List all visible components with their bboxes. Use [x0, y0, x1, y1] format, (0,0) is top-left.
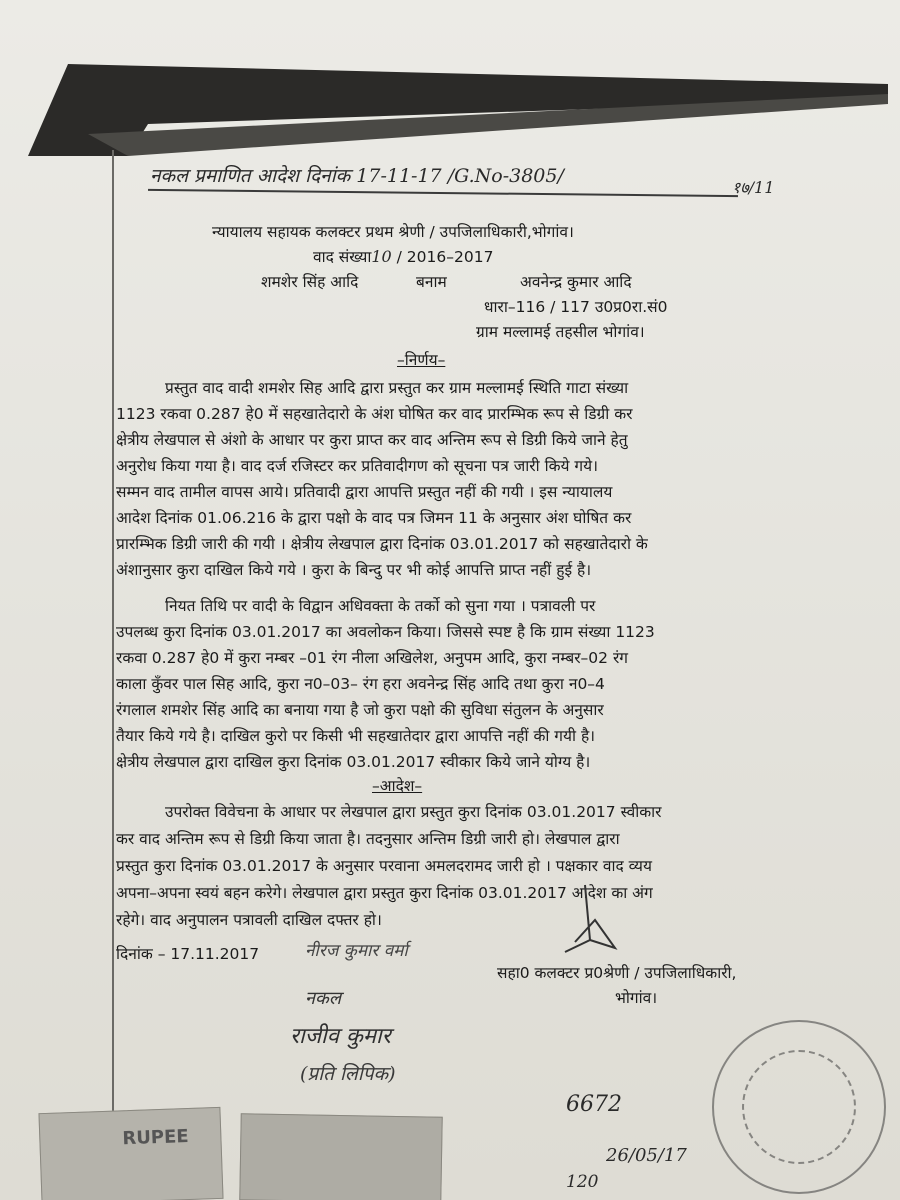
- judgment-line: उपलब्ध कुरा दिनांक 03.01.2017 का अवलोकन किया। जिससे स्पष्ट है कि ग्राम संख्या 1123: [116, 623, 655, 641]
- stamp-word: RUPEE: [122, 1125, 189, 1150]
- designation-line-2: भोगांव।: [615, 989, 658, 1007]
- judgment-line: प्रस्तुत वाद वादी शमशेर सिह आदि द्वारा प्रस्तुत कर ग्राम मल्लामई स्थिति गाटा संख्या: [165, 379, 629, 397]
- left-margin-line: [112, 150, 114, 1190]
- order-heading: –आदेश–: [372, 777, 423, 795]
- judgment-line: अंशानुसार कुरा दाखिल किये गये । कुरा के बिन्दु पर भी कोई आपत्ति प्राप्त नहीं हुई है।: [116, 561, 592, 579]
- handwritten-header: [150, 162, 564, 188]
- copy-note: नकल: [305, 988, 342, 1009]
- order-date: दिनांक – 17.11.2017: [116, 945, 260, 963]
- handwritten-gr-no: /G.No-3805/: [447, 165, 564, 187]
- handwritten-date: 17-11-17: [356, 165, 442, 187]
- section-line: धारा–116 / 117 उ0प्र0रा.सं0: [484, 298, 668, 316]
- bottom-date: 26/05/17: [606, 1145, 687, 1166]
- order-line: रहेगे। वाद अनुपालन पत्रावली दाखिल दफ्तर हो।: [116, 911, 382, 929]
- bottom-number-top: 6672: [566, 1092, 622, 1117]
- designation-line-1: सहा0 कलक्टर प्र0श्रेणी / उपजिलाधिकारी,: [497, 964, 737, 982]
- judgment-heading: –निर्णय–: [397, 351, 446, 369]
- judgment-line: अनुरोध किया गया है। वाद दर्ज रजिस्टर कर प्रतिवादीगण को सूचना पत्र जारी किये गये।: [116, 457, 599, 475]
- order-line: कर वाद अन्तिम रूप से डिग्री किया जाता है। तदनुसार अन्तिम डिग्री जारी हो। लेखपाल द्वारा: [116, 830, 620, 848]
- judgment-line: सम्मन वाद तामील वापस आये। प्रतिवादी द्वारा आपत्ति प्रस्तुत नहीं की गयी । इस न्यायालय: [116, 483, 613, 501]
- handwritten-initials: १७/11: [732, 178, 775, 197]
- versus-label: बनाम: [416, 273, 447, 291]
- case-year: / 2016–2017: [396, 248, 494, 266]
- judgment-line: 1123 रकवा 0.287 हे0 में सहखातेदारो के अंश घोषित कर वाद प्रारम्भिक रूप से डिग्री कर: [116, 405, 633, 423]
- order-line: प्रस्तुत कुरा दिनांक 03.01.2017 के अनुसार परवाना अमलदरामद जारी हो । पक्षकार वाद व्यय: [116, 857, 652, 875]
- defendant-party: अवनेन्द्र कुमार आदि: [520, 273, 632, 291]
- folded-paper-edge: [28, 64, 888, 156]
- signed-name-stamp: नीरज कुमार वर्मा: [305, 941, 408, 961]
- judgment-line: काला कुँवर पाल सिह आदि, कुरा न0–03– रंग हरा अवनेन्द्र सिंह आदि तथा कुरा न0–4: [116, 675, 605, 693]
- case-number-line: [313, 247, 493, 267]
- clerk-name: राजीव कुमार: [290, 1024, 391, 1049]
- handwritten-prefix: नकल प्रमाणित आदेश दिनांक: [150, 165, 351, 187]
- court-title: न्यायालय सहायक कलक्टर प्रथम श्रेणी / उपजिलाधिकारी,भोगांव।: [212, 223, 574, 241]
- officer-signature: [555, 880, 635, 960]
- judgment-line: रंगलाल शमशेर सिंह आदि का बनाया गया है जो कुरा पक्षो की सुविधा संतुलन के अनुसार: [116, 701, 604, 719]
- order-line: उपरोक्त विवेचना के आधार पर लेखपाल द्वारा प्रस्तुत कुरा दिनांक 03.01.2017 स्वीकार: [165, 803, 662, 821]
- court-fee-stamp-2: [239, 1113, 442, 1200]
- case-number-value: 10: [371, 247, 392, 266]
- judgment-line: नियत तिथि पर वादी के विद्वान अधिवक्ता के तर्को को सुना गया । पत्रावली पर: [165, 597, 596, 615]
- plaintiff-party: शमशेर सिंह आदि: [261, 273, 359, 291]
- clerk-role: (प्रति लिपिक): [300, 1063, 396, 1085]
- judgment-line: क्षेत्रीय लेखपाल द्वारा दाखिल कुरा दिनांक 03.01.2017 स्वीकार किये जाने योग्य है।: [116, 753, 591, 771]
- court-fee-stamp: [38, 1107, 223, 1200]
- judgment-line: आदेश दिनांक 01.06.216 के द्वारा पक्षो के वाद पत्र जिमन 11 के अनुसार अंश घोषित कर: [116, 509, 632, 527]
- bottom-number: 120: [566, 1172, 599, 1192]
- judgment-line: तैयार किये गये है। दाखिल कुरो पर किसी भी सहखातेदार द्वारा आपत्ति नहीं की गयी है।: [116, 727, 596, 745]
- judgment-line: रकवा 0.287 हे0 में कुरा नम्बर –01 रंग नीला अखिलेश, अनुपम आदि, कुरा नम्बर–02 रंग: [116, 649, 629, 667]
- office-seal-inner-ring: [742, 1050, 856, 1164]
- village-line: ग्राम मल्लामई तहसील भोगांव।: [476, 323, 645, 341]
- order-line: अपना–अपना स्वयं बहन करेगे। लेखपाल द्वारा प्रस्तुत कुरा दिनांक 03.01.2017 आदेश का अंग: [116, 884, 653, 902]
- case-number-label: वाद संख्या: [313, 248, 372, 266]
- handwritten-underline: [148, 189, 738, 197]
- judgment-line: प्रारम्भिक डिग्री जारी की गयी । क्षेत्रीय लेखपाल द्वारा दिनांक 03.01.2017 को सहखातेदारो के: [116, 535, 648, 553]
- judgment-line: क्षेत्रीय लेखपाल से अंशो के आधार पर कुरा प्राप्त कर वाद अन्तिम रूप से डिग्री किये जाने हेतु: [116, 431, 628, 449]
